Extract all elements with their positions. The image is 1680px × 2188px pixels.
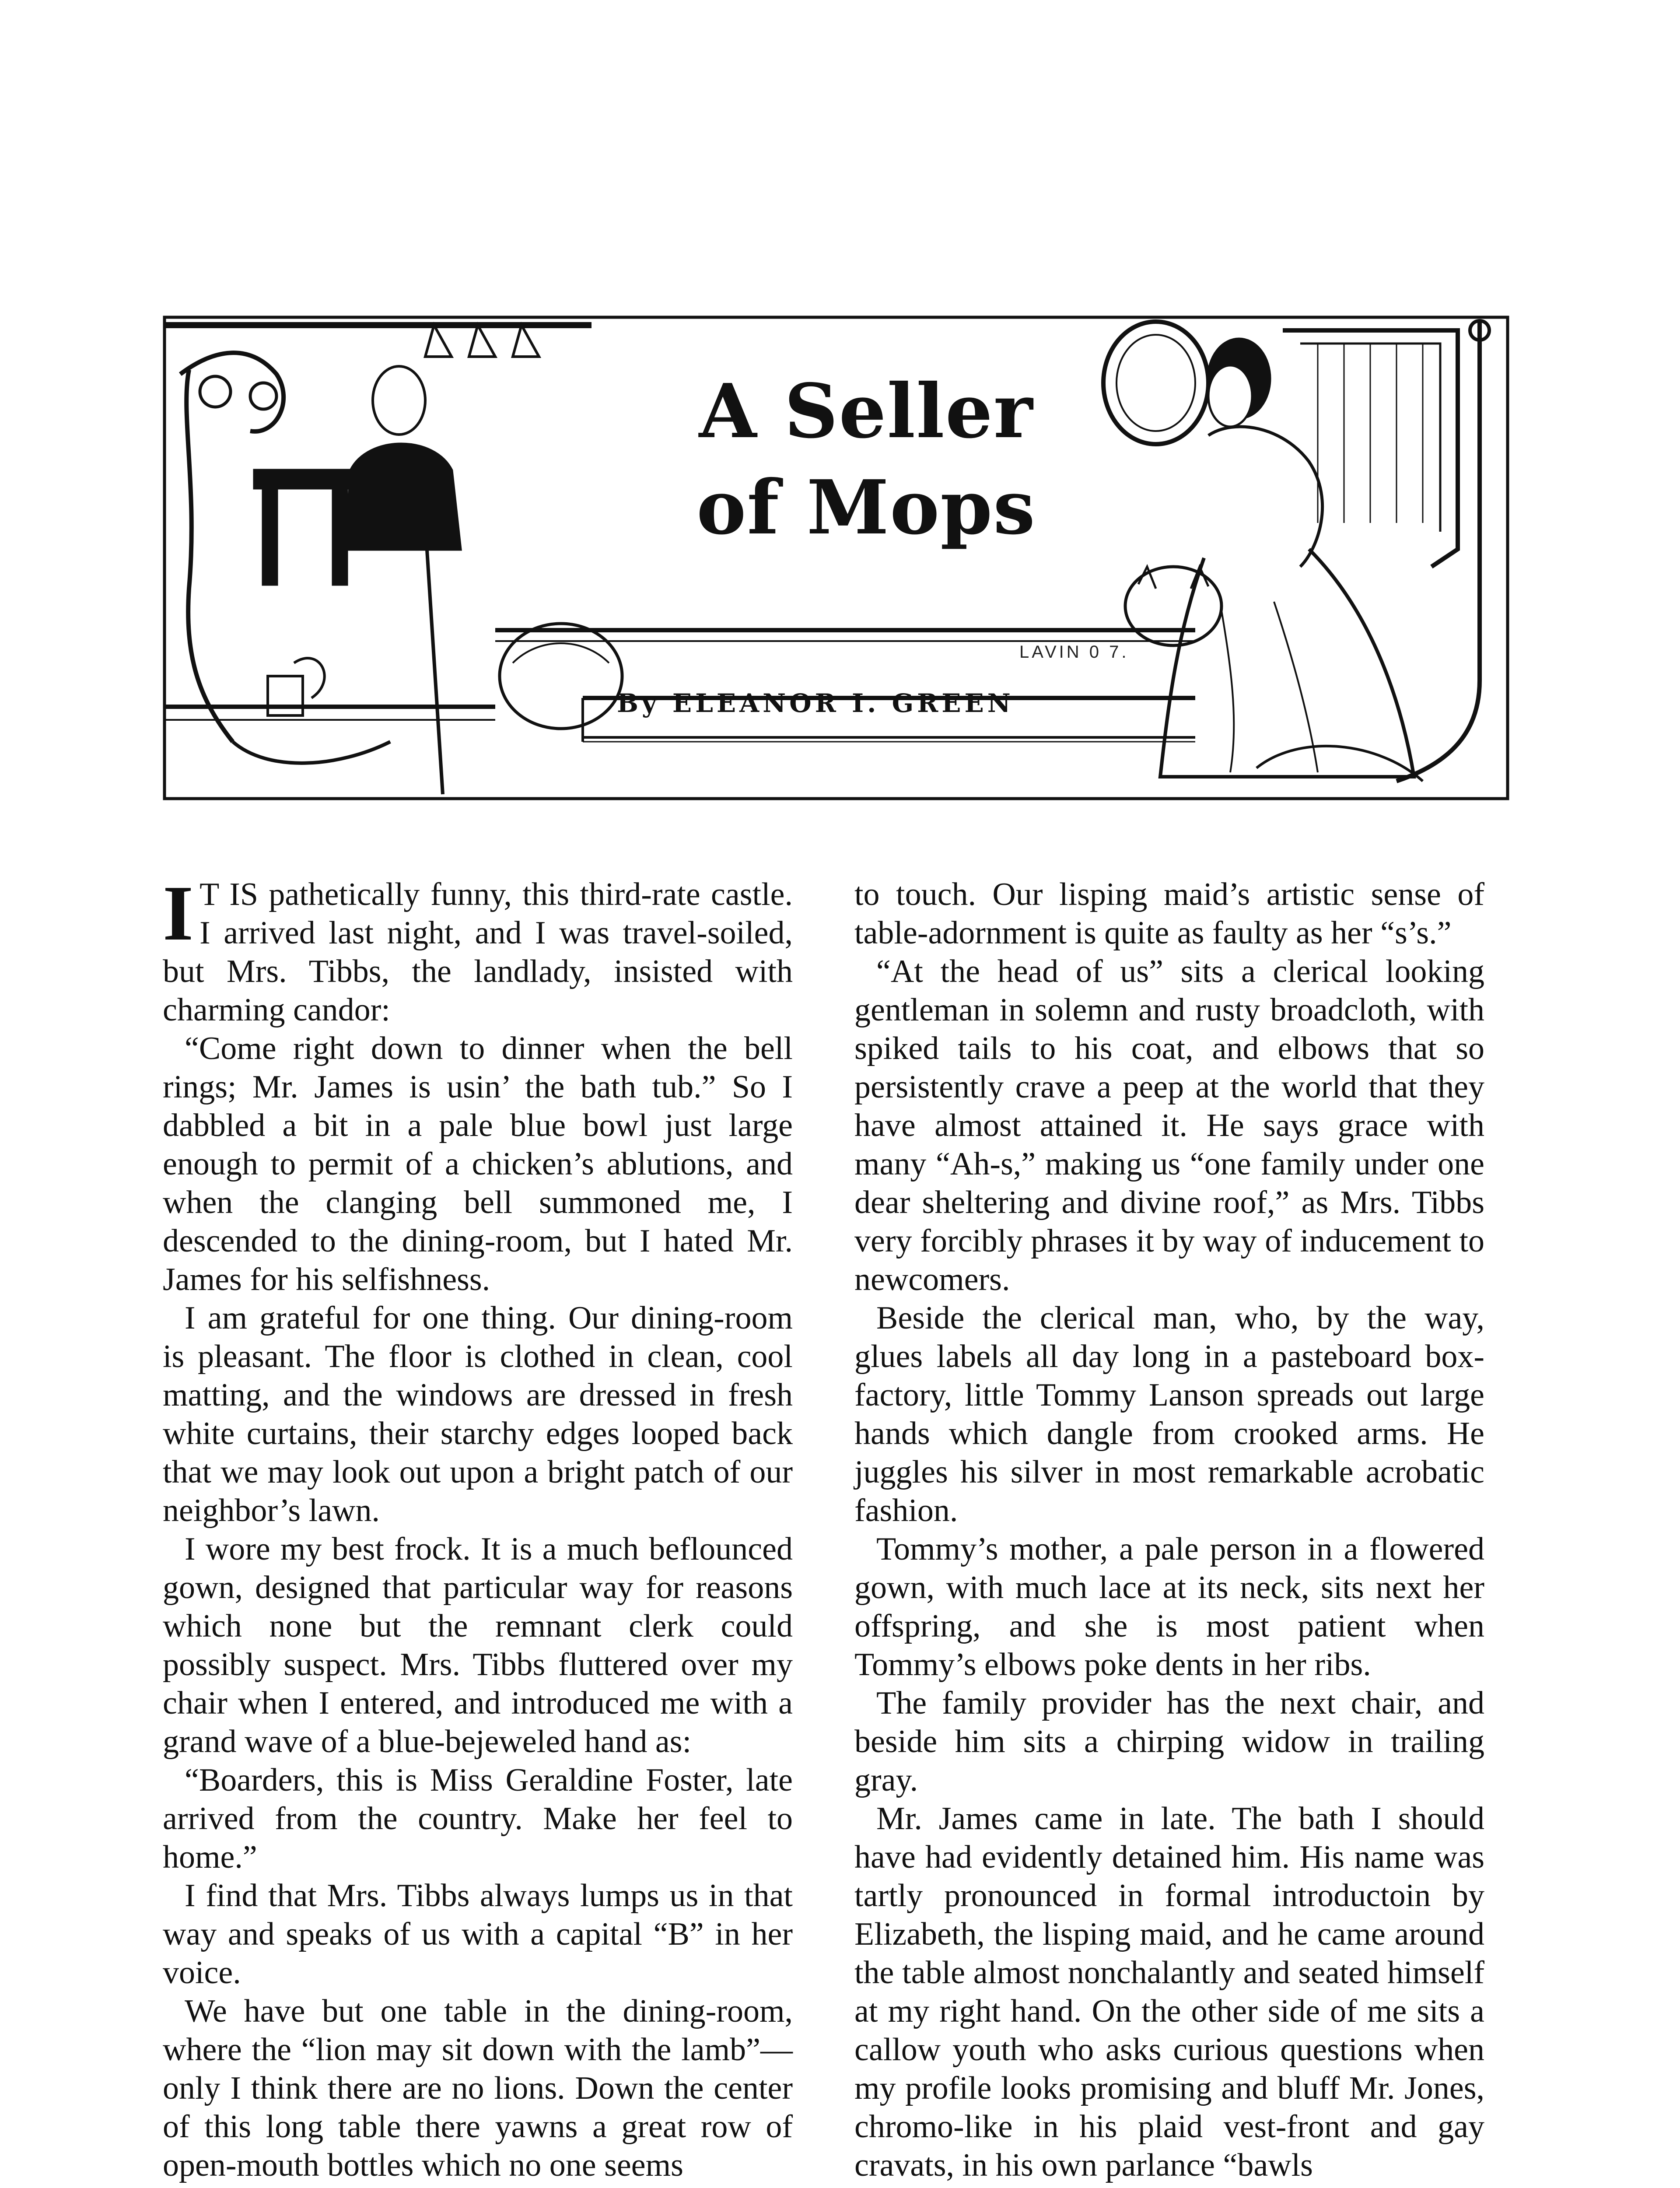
paragraph: “At the head of us” sits a clerical looking gentleman in solemn and rusty broadcloth, with spiked tails to his coat, and elbows that so persistently crave a peep at the world that they have almost attained it. He says grace with many “Ah-s,” making us “one family under one dear sheltering and divine roof,” as Mrs. Tibbs very forcibly phrases it by way of inducement to newcomers. <box>854 954 1484 1297</box>
paragraph: “Boarders, this is Miss Geraldine Foster, late arrived from the country. Make her feel to home.” <box>163 1762 793 1875</box>
paragraph-text: T IS pathetically funny, this third-rate castle. I arrived last night, and I was travel-soiled, but Mrs. Tibbs, the landlady, insisted with charming candor: <box>163 877 793 1028</box>
paragraph: I find that Mrs. Tibbs always lumps us in that way and speaks of us with a capital “B” in her voice. <box>163 1878 793 1991</box>
drop-cap: I <box>163 870 194 957</box>
paragraph: to touch. Our lisping maid’s artistic sense of table-adornment is quite as faulty as her “s’s.” <box>854 877 1484 951</box>
paragraph: We have but one table in the dining-room, where the “lion may sit down with the lamb”— only I think there are no lions. Down the center of this long table there yawns a great row of open-mouth bottles which no one seems <box>163 1993 793 2183</box>
author-byline: By ELEANOR I. GREEN <box>617 688 1014 718</box>
paragraph: I wore my best frock. It is a much beflounced gown, designed that particular way for reasons which none but the remnant clerk could possibly suspect. Mrs. Tibbs fluttered over my chair when I entered, and introduced me with a grand wave of a blue-bejeweled hand as: <box>163 1531 793 1760</box>
paragraph: Beside the clerical man, who, by the way, glues labels all day long in a pasteboard box-factory, little Tommy Lanson spreads out large hands which dangle from crooked arms. He juggles his silver in most remarkable acrobatic fashion. <box>854 1300 1484 1529</box>
paragraph: Tommy’s mother, a pale person in a flowered gown, with much lace at its neck, sits next her offspring, and she is most patient when Tommy’s elbows poke dents in her ribs. <box>854 1531 1484 1683</box>
paragraph: The family provider has the next chair, and beside him sits a chirping widow in trailing gray. <box>854 1685 1484 1798</box>
paragraph: Mr. James came in late. The bath I should have had evidently detained him. His name was tartly pronounced in formal introductoin by Elizabeth, the lisping maid, and he came around the table almost nonchalantly and seated himself at my right hand. On the other side of me sits a callow youth who asks curious questions when my profile looks promising and bluff Mr. Jones, chromo-like in his plaid vest-front and gay cravats, in his own parlance “bawls <box>854 1801 1484 2183</box>
paragraph: I am grateful for one thing. Our dining-room is pleasant. The floor is clothed in clean, cool matting, and the windows are dressed in fresh white curtains, their starchy edges looped back that we may look out upon a bright patch of our neighbor’s lawn. <box>163 1300 793 1529</box>
story-title-line-2: of Mops <box>696 464 1036 551</box>
story-title-line-1: A Seller <box>699 368 1034 455</box>
left-text-column <box>163 870 793 2184</box>
illustrator-signature: LAVIN 0 7. <box>1019 642 1129 662</box>
right-text-column <box>854 875 1484 2184</box>
paragraph: “Come right down to dinner when the bell rings; Mr. James is usin’ the bath tub.” So I dabbled a bit in a pale blue bowl just large enough to permit of a chicken’s ablutions, and when the clanging bell summoned me, I descended to the dining-room, but I hated Mr. James for his selfishness. <box>163 1031 793 1297</box>
paragraph <box>163 870 793 1029</box>
